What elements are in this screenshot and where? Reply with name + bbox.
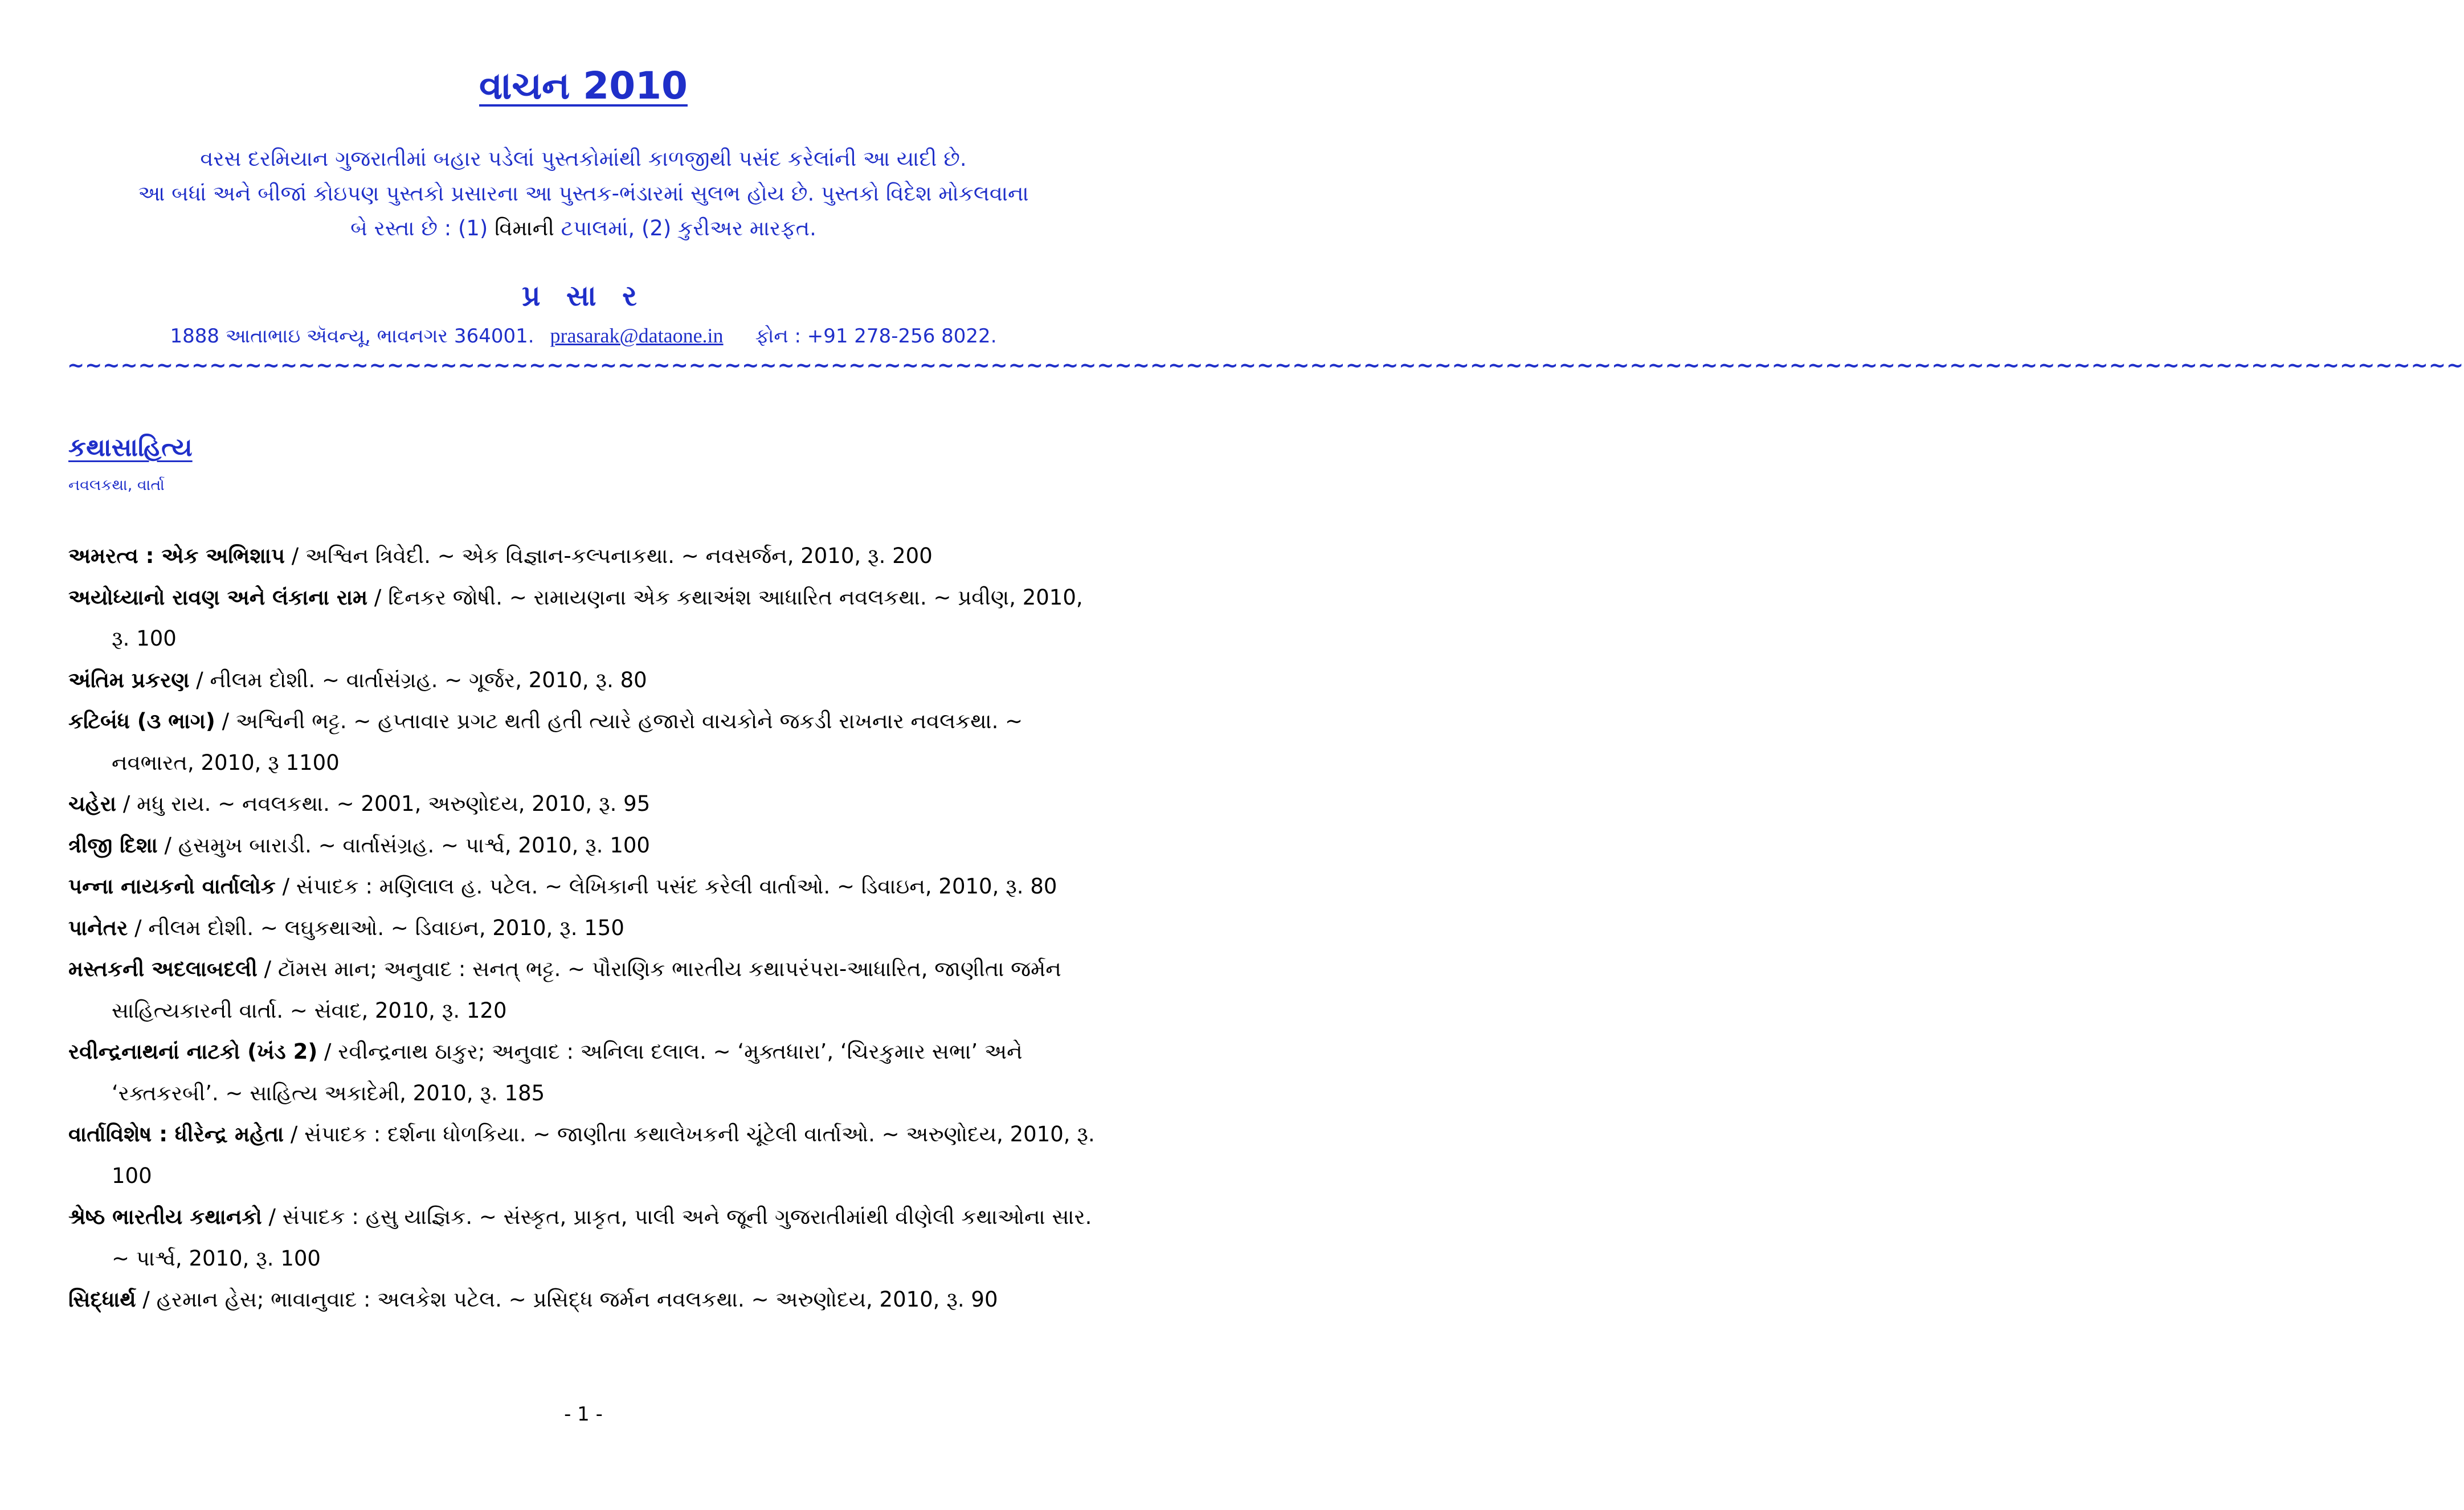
book-details: / હરમાન હેસ; ભાવાનુવાદ : અલકેશ પટેલ. ~ પ્રસિદ્ધ જર્મન નવલકથા. ~ અરુણોદય, 2010, રૂ. 90	[136, 1287, 998, 1312]
book-title: મસ્તકની અદલાબદલી	[68, 957, 258, 981]
contact-line	[0, 324, 1167, 348]
book-details: / સંપાદક : મણિલાલ હ. પટેલ. ~ લેખિકાની પસંદ કરેલી વાર્તાઓ. ~ ડિવાઇન, 2010, રૂ. 80	[275, 874, 1057, 899]
intro-line-3	[68, 211, 1098, 246]
book-entry	[68, 1031, 1105, 1114]
book-entry	[68, 783, 1105, 825]
book-details: / અશ્વિન ત્રિવેદી. ~ એક વિજ્ઞાન-કલ્પનાકથા. ~ નવસર્જન, 2010, રૂ. 200	[285, 544, 933, 568]
book-entry	[68, 908, 1105, 949]
book-title: શ્રેષ્ઠ ભારતીય કથાનકો	[68, 1205, 262, 1229]
book-title: અંતિમ પ્રકરણ	[68, 667, 190, 692]
intro-line-3-start: બે રસ્તા છે : (1)	[350, 216, 495, 240]
postal-address: 1888 આતાભાઇ ઍવન્યૂ, ભાવનગર 364001.	[170, 325, 534, 348]
book-details: / ટૉમસ માન; અનુવાદ : સનત્ ભટ્ટ. ~ પૌરાણિક ભારતીય કથાપરંપરા-આધારિત, જાણીતા જર્મન સાહિત્યકારની વાર્તા. ~ સંવાદ, 2010, રૂ. 120	[112, 957, 1061, 1023]
book-title: પન્ના નાયકનો વાર્તાલોક	[68, 874, 276, 899]
section-subtitle: નવલકથા, વાર્તા	[68, 476, 165, 494]
book-list	[68, 536, 1105, 1321]
book-entry	[68, 866, 1105, 908]
phone-number: ફોન : +91 278-256 8022.	[755, 325, 997, 348]
book-details: / નીલમ દોશી. ~ લઘુકથાઓ. ~ ડિવાઇન, 2010, રૂ. 150	[128, 915, 624, 940]
email-link[interactable]: prasarak@dataone.in	[550, 324, 724, 347]
section-title: કથાસાહિત્ય	[68, 433, 193, 462]
book-title: સિદ્ધાર્થ	[68, 1287, 136, 1312]
intro-line-3-highlight: વિમાની	[495, 216, 554, 240]
book-entry	[68, 577, 1105, 660]
book-title: પાનેતર	[68, 915, 128, 940]
book-title: અમરત્વ : એક અભિશાપ	[68, 544, 285, 568]
book-entry	[68, 1197, 1105, 1279]
page-title: વાચન 2010	[479, 64, 688, 108]
intro-line-1: વરસ દરમિયાન ગુજરાતીમાં બહાર પડેલાં પુસ્તકોમાંથી કાળજીથી પસંદ કરેલાંની આ યાદી છે.	[200, 146, 967, 171]
book-title: વાર્તાવિશેષ : ધીરેન્દ્ર મહેતા	[68, 1122, 284, 1146]
tilde-separator: ~~~~~~~~~~~~~~~~~~~~~~~~~~~~~~~~~~~~~~~~~~~~~~~~~~~~~~~~~~~~~~~~~~~~~~~~~~~~~~~~~~~~~~~~~~~~~~~~~~~~~~~~~~~~~~~~~~~~~~~~~~~~~~~~~~~~~~~	[67, 354, 2464, 377]
book-details: / સંપાદક : દર્શના ધોળકિયા. ~ જાણીતા કથાલેખકની ચૂંટેલી વાર્તાઓ. ~ અરુણોદય, 2010, રૂ. 100	[112, 1122, 1095, 1188]
book-details: / સંપાદક : હસુ યાજ્ઞિક. ~ સંસ્કૃત, પ્રાકૃત, પાલી અને જૂની ગુજરાતીમાંથી વીણેલી કથાઓના સાર. ~ પાર્શ્વ, 2010, રૂ. 100	[112, 1205, 1092, 1271]
book-title: અયોધ્યાનો રાવણ અને લંકાના રામ	[68, 585, 368, 610]
book-details: / મધુ રાય. ~ નવલકથા. ~ 2001, અરુણોદય, 2010, રૂ. 95	[116, 791, 651, 816]
book-title: ચહેરા	[68, 791, 117, 816]
book-details: / રવીન્દ્રનાથ ઠાકુર; અનુવાદ : અનિલા દલાલ. ~ ‘મુક્તધારા’, ‘ચિરકુમાર સભા’ અને ‘રક્તકરબી’. ~ સાહિત્ય અકાદેમી, 2010, રૂ. 185	[112, 1039, 1023, 1105]
book-entry	[68, 949, 1105, 1031]
intro-line-3-end: ટપાલમાં, (2) કુરીઅર મારફત.	[554, 216, 816, 240]
book-entry	[68, 1279, 1105, 1321]
intro-paragraph	[68, 141, 1098, 246]
page-number: - 1 -	[564, 1403, 603, 1426]
book-details: / દિનકર જોષી. ~ રામાયણના એક કથાઅંશ આધારિત નવલકથા. ~ પ્રવીણ, 2010, રૂ. 100	[112, 585, 1083, 651]
intro-line-2: આ બધાં અને બીજાં કોઇપણ પુસ્તકો પ્રસારના આ પુસ્તક-ભંડારમાં સુલભ હોય છે. પુસ્તકો વિદેશ મોકલવાના	[138, 181, 1029, 206]
book-entry	[68, 536, 1105, 577]
book-title: કટિબંધ (૩ ભાગ)	[68, 709, 215, 733]
book-details: / નીલમ દોશી. ~ વાર્તાસંગ્રહ. ~ ગૂર્જર, 2010, રૂ. 80	[189, 667, 647, 692]
book-entry	[68, 701, 1105, 783]
book-details: / અશ્વિની ભટ્ટ. ~ હપ્તાવાર પ્રગટ થતી હતી ત્યારે હજારો વાચકોને જકડી રાખનાર નવલકથા. ~ નવભારત, 2010, રૂ 1100	[112, 709, 1023, 775]
book-title: ત્રીજી દિશા	[68, 832, 158, 858]
book-details: / હસમુખ બારાડી. ~ વાર્તાસંગ્રહ. ~ પાર્શ્વ, 2010, રૂ. 100	[157, 832, 650, 858]
book-entry	[68, 1114, 1105, 1197]
book-entry	[68, 825, 1105, 867]
book-title: રવીન્દ્રનાથનાં નાટકો (ખંડ 2)	[68, 1039, 318, 1064]
book-entry	[68, 660, 1105, 701]
organization-name: પ્ર સા ર	[522, 279, 645, 312]
